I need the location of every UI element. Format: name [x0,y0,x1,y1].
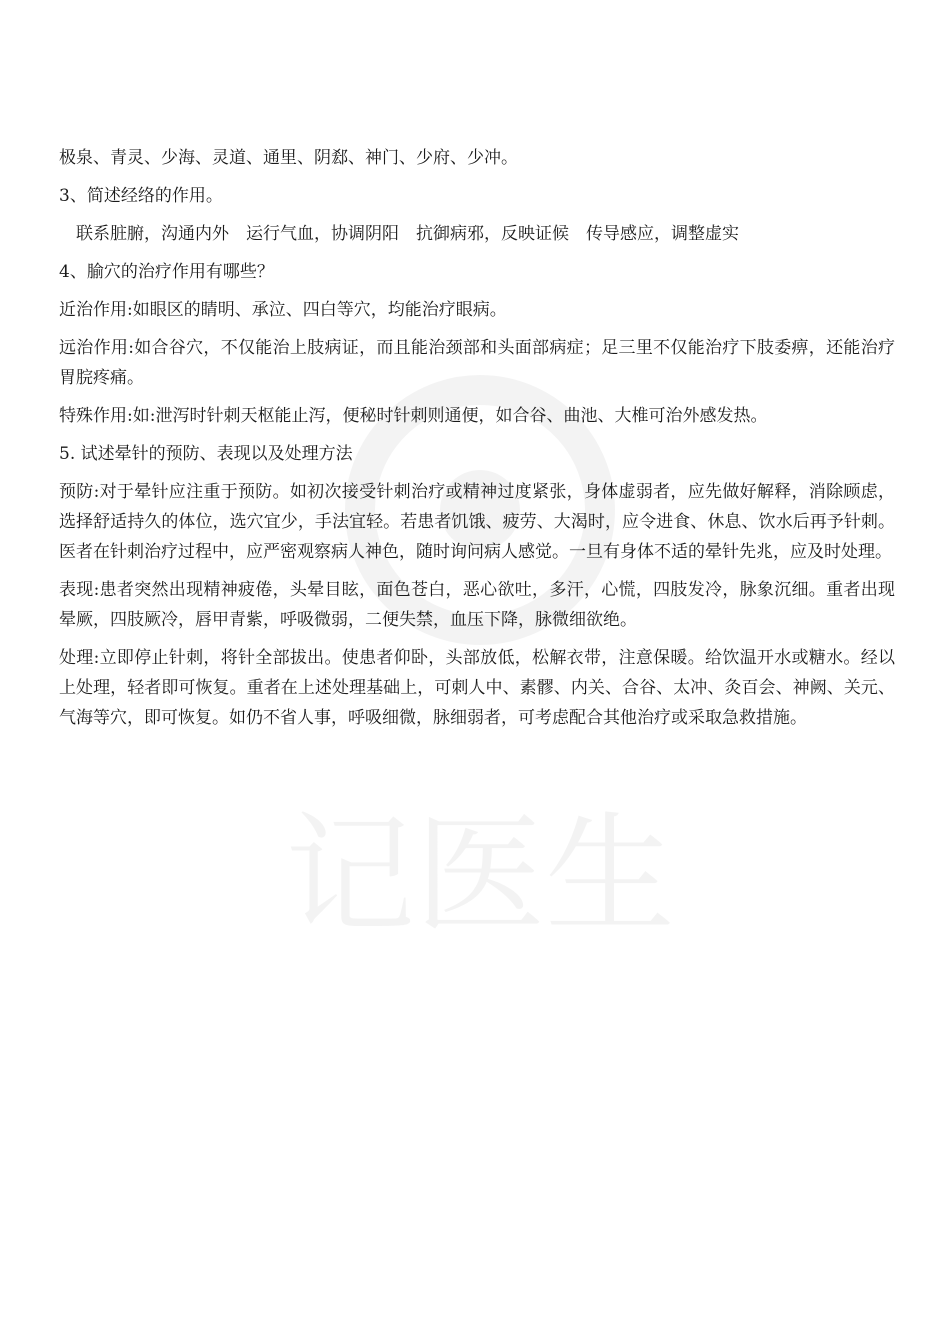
answer-3: 联系脏腑，沟通内外 运行气血，协调阴阳 抗御病邪，反映证候 传导感应，调整虚实 [76,224,739,244]
answer-5-treatment: 处理:立即停止针刺，将针全部拔出。使患者仰卧，头部放低，松解衣带，注意保暖。给饮温开水或糖水。经以上处理，轻者即可恢复。重者在上述处理基础上，可刺人中、素髎、内关、合谷、太冲、灸百会、神阙、关元、气海等穴，即可恢复。如仍不省人事，呼吸细微，脉细弱者，可考虑配合其他治疗或采取急救措施。 [59,648,895,728]
answer-4-special: 特殊作用:如:泄泻时针刺天枢能止泻，便秘时针刺则通便，如合谷、曲池、大椎可治外感发热。 [59,406,768,426]
question-5: 5. 试述晕针的预防、表现以及处理方法 [59,444,353,464]
question-3: 3、简述经络的作用。 [59,186,223,206]
answer-5-symptoms: 表现:患者突然出现精神疲倦，头晕目眩，面色苍白，恶心欲吐，多汗，心慌，四肢发冷，脉象沉细。重者出现晕厥，四肢厥冷，唇甲青紫，呼吸微弱，二便失禁，血压下降，脉微细欲绝。 [59,580,895,630]
document-body [59,143,895,741]
answer-4-far: 远治作用:如合谷穴，不仅能治上肢病证，而且能治颈部和头面部病症；足三里不仅能治疗下肢委痹，还能治疗胃脘疼痛。 [59,338,895,388]
answer-4-near: 近治作用:如眼区的睛明、承泣、四白等穴，均能治疗眼病。 [59,300,507,320]
question-4: 4、腧穴的治疗作用有哪些？ [59,262,274,282]
watermark-text [285,799,675,951]
acupoint-list-line: 极泉、青灵、少海、灵道、通里、阴郄、神门、少府、少冲。 [59,148,518,168]
answer-5-prevention: 预防:对于晕针应注重于预防。如初次接受针刺治疗或精神过度紧张，身体虚弱者，应先做好解释，消除顾虑，选择舒适持久的体位，选穴宜少，手法宜轻。若患者饥饿、疲劳、大渴时，应令进食、休息、饮水后再予针刺。医者在针刺治疗过程中，应严密观察病人神色，随时询问病人感觉。一旦有身体不适的晕针先兆，应及时处理。 [59,482,895,562]
